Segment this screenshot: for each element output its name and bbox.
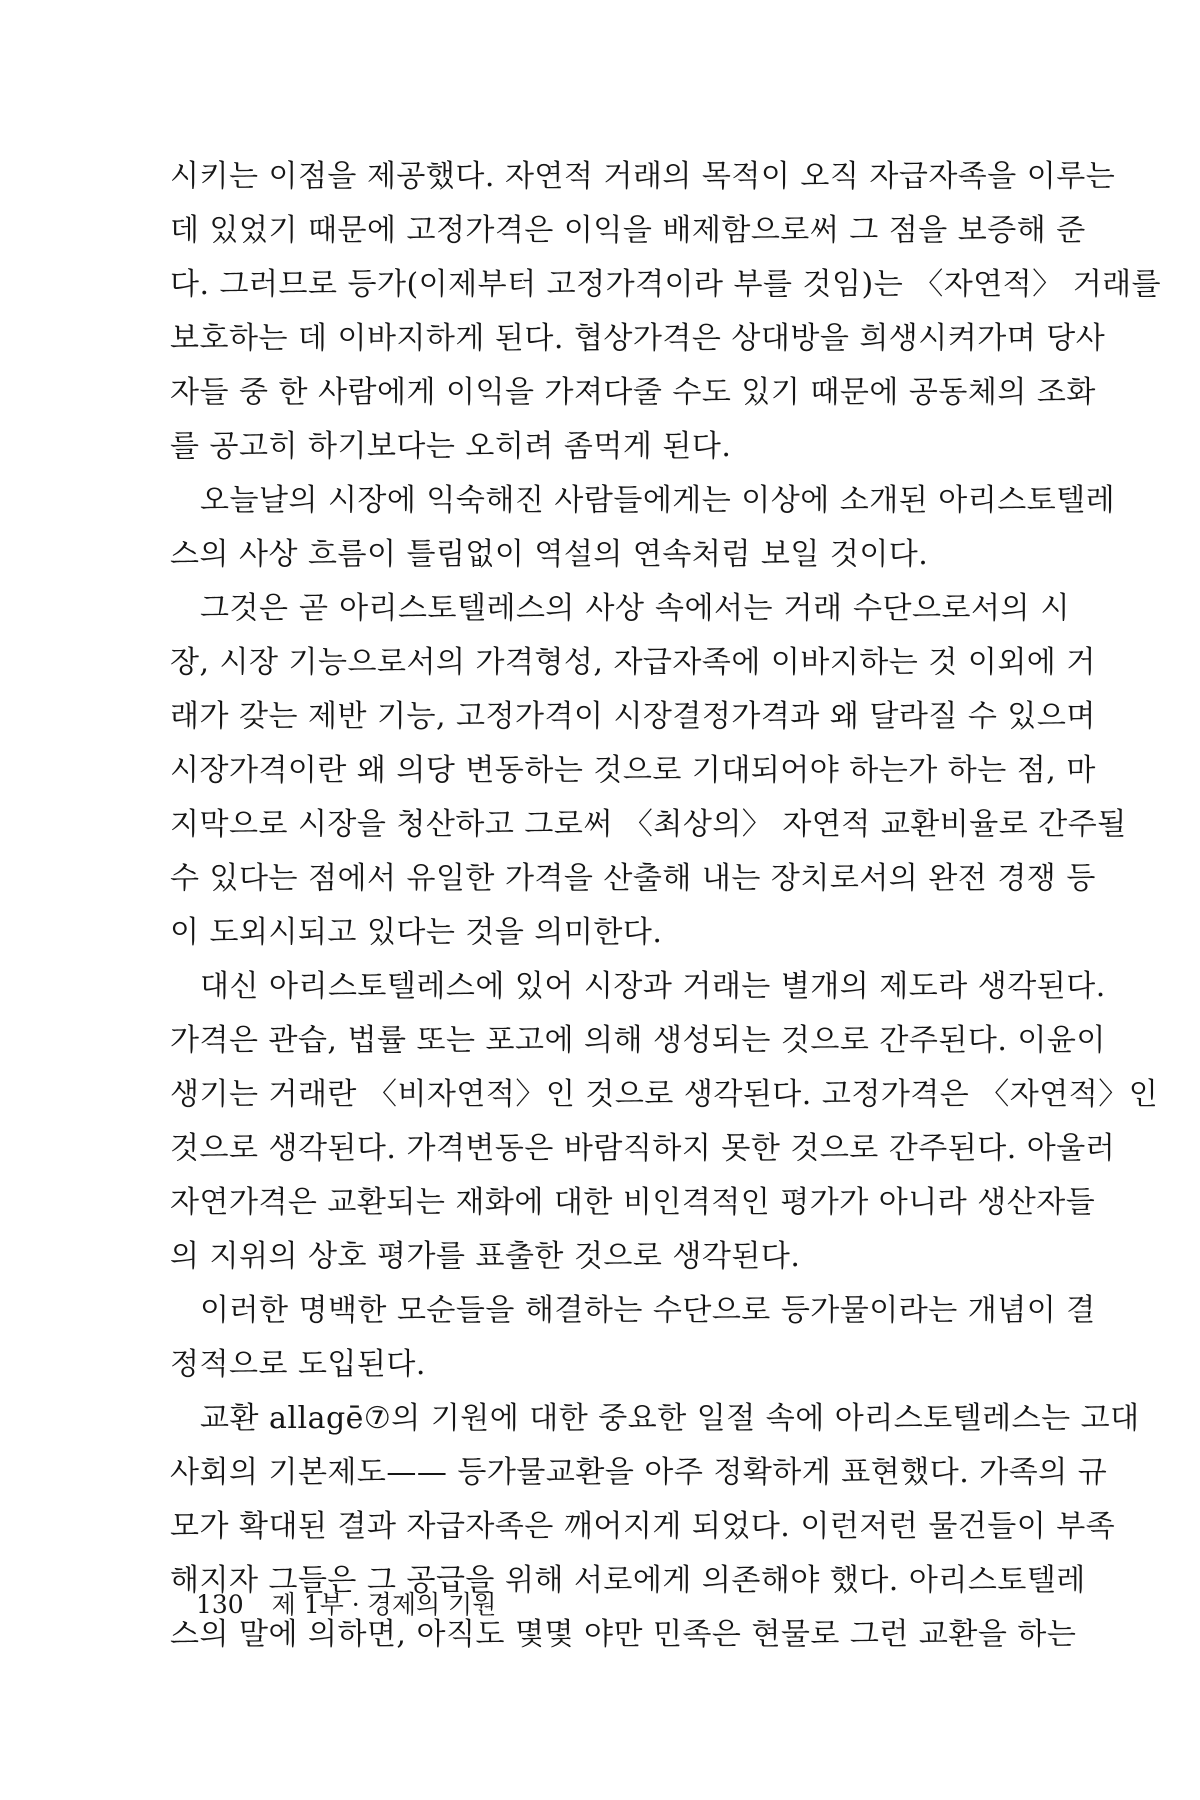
text-line: 정적으로 도입된다. xyxy=(170,1347,426,1382)
text-line: 의 지위의 상호 평가를 표출한 것으로 생각된다. xyxy=(170,1239,801,1274)
text-line: 이 도외시되고 있다는 것을 의미한다. xyxy=(170,915,663,950)
text-line: 장, 시장 기능으로서의 가격형성, 자급자족에 이바지하는 것 이외에 거 xyxy=(170,645,1096,680)
page-number: 130 xyxy=(196,1590,244,1619)
text-line: 오늘날의 시장에 익숙해진 사람들에게는 이상에 소개된 아리스토텔레 xyxy=(200,483,1116,518)
text-line: 이러한 명백한 모순들을 해결하는 수단으로 등가물이라는 개념이 결 xyxy=(200,1293,1096,1328)
text-line: 자들 중 한 사람에게 이익을 가져다줄 수도 있기 때문에 공동체의 조화 xyxy=(170,375,1096,410)
text-line: 대신 아리스토텔레스에 있어 시장과 거래는 별개의 제도라 생각된다. xyxy=(200,969,1106,1004)
text-line: 지막으로 시장을 청산하고 그로써 〈최상의〉 자연적 교환비율로 간주될 xyxy=(170,807,1127,842)
text-line: 그것은 곧 아리스토텔레스의 사상 속에서는 거래 수단으로서의 시 xyxy=(200,591,1070,626)
paragraph-3 xyxy=(170,582,1127,960)
text-line: 수 있다는 점에서 유일한 가격을 산출해 내는 장치로서의 완전 경쟁 등 xyxy=(170,861,1096,896)
text-line: 생기는 거래란 〈비자연적〉인 것으로 생각된다. 고정가격은 〈자연적〉인 xyxy=(170,1077,1159,1112)
text-line: 데 있었기 때문에 고정가격은 이익을 배제함으로써 그 점을 보증해 준 xyxy=(170,213,1086,248)
text-line: 다. 그러므로 등가(이제부터 고정가격이라 부를 것임)는 〈자연적〉 거래를 xyxy=(170,267,1162,302)
text-line: 시키는 이점을 제공했다. 자연적 거래의 목적이 오직 자급자족을 이루는 xyxy=(170,159,1116,194)
text-line: 스의 말에 의하면, 아직도 몇몇 야만 민족은 현물로 그런 교환을 하는 xyxy=(170,1617,1077,1652)
text-line: 교환 allagē⑦의 기원에 대한 중요한 일절 속에 아리스토텔레스는 고대 xyxy=(200,1401,1140,1436)
text-line: 사회의 기본제도—— 등가물교환을 아주 정확하게 표현했다. 가족의 규 xyxy=(170,1455,1108,1490)
paragraph-4 xyxy=(170,960,1159,1284)
text-line: 자연가격은 교환되는 재화에 대한 비인격적인 평가가 아니라 생산자들 xyxy=(170,1185,1096,1220)
text-line: 보호하는 데 이바지하게 된다. 협상가격은 상대방을 희생시켜가며 당사 xyxy=(170,321,1106,356)
text-line: 스의 사상 흐름이 틀림없이 역설의 연속처럼 보일 것이다. xyxy=(170,537,929,572)
paragraph-2 xyxy=(170,474,1116,582)
text-line: 를 공고히 하기보다는 오히려 좀먹게 된다. xyxy=(170,429,732,464)
text-line: 가격은 관습, 법률 또는 포고에 의해 생성되는 것으로 간주된다. 이윤이 xyxy=(170,1023,1106,1058)
text-line: 래가 갖는 제반 기능, 고정가격이 시장결정가격과 왜 달라질 수 있으며 xyxy=(170,699,1096,734)
text-line: 모가 확대된 결과 자급자족은 깨어지게 되었다. 이런저런 물건들이 부족 xyxy=(170,1509,1116,1544)
paragraph-5 xyxy=(170,1284,1096,1392)
section-title: 제 1부 · 경제의 기원 xyxy=(271,1590,497,1619)
text-line: 것으로 생각된다. 가격변동은 바람직하지 못한 것으로 간주된다. 아울러 xyxy=(170,1131,1116,1166)
paragraph-1 xyxy=(170,150,1162,474)
text-line: 시장가격이란 왜 의당 변동하는 것으로 기대되어야 하는가 하는 점, 마 xyxy=(170,753,1096,788)
text-line: 해지자 그들은 그 공급을 위해 서로에게 의존해야 했다. 아리스토텔레 xyxy=(170,1563,1086,1598)
page-footer xyxy=(196,1585,496,1625)
body-text xyxy=(170,150,1162,1662)
